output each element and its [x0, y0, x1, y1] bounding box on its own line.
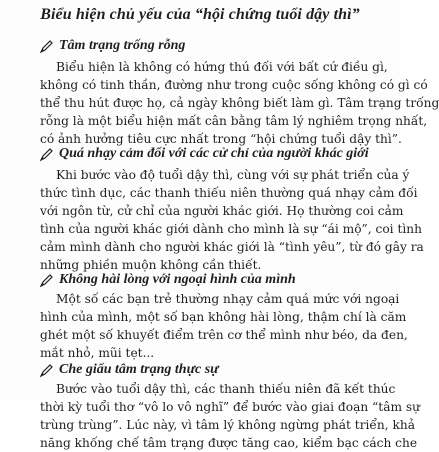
section-heading-4 [40, 362, 219, 378]
pencil-icon [40, 363, 54, 377]
text-line: hình của mình, một số bạn không hài lòng, thậm chí là căm [40, 310, 407, 324]
text-line: cảm mình dành cho người khác giới là “tình yêu”, từ đó gây ra [40, 240, 424, 254]
page-title: Biểu hiện chủ yếu của “hội chứng tuổi dậy thì” [40, 6, 360, 23]
section-heading-text: Quá nhạy cảm đối với các cử chỉ của người khác giới [59, 146, 369, 161]
pencil-icon [40, 273, 54, 287]
text-line: Bước vào tuổi dậy thì, các thanh thiếu niên đã kết thúc [56, 382, 396, 396]
text-line: Biểu hiện là không có hứng thú đối với bất cứ điều gì, [56, 60, 388, 74]
pencil-icon [40, 39, 54, 53]
text-line: năng khống chế tâm trạng được tăng cao, kiểm bạc cách che [40, 436, 418, 450]
text-line: mắt nhỏ, mũi tẹt... [40, 346, 155, 360]
section-heading-text: Tâm trạng trống rỗng [59, 38, 186, 53]
text-line: thể thu hút được họ, cả ngày không biết làm gì. Tâm trạng trống [40, 96, 439, 110]
text-line: với ngôn từ, cử chỉ của người khác giới. Họ thường coi cảm [40, 204, 404, 218]
pencil-icon [40, 147, 54, 161]
section-heading-1 [40, 38, 185, 54]
section-paragraph-4 [40, 380, 420, 452]
section-heading-text: Không hài lòng với ngoại hình của mình [59, 272, 296, 287]
text-line: không có tinh thần, đường như trong cuộc sống không có gì có [40, 78, 428, 92]
text-line: trùng trùng”. Lúc này, vì tâm lý không ngừng phát triển, khả [40, 418, 416, 432]
text-line: tình của người khác giới dành cho mình là sự “ái mộ”, coi tình [40, 222, 422, 236]
text-line: thời kỳ tuổi thơ “vô lo vô nghĩ” để bước vào giai đoạn “tâm sự [40, 400, 420, 414]
text-line: rỗng là một biểu hiện mất cân bằng tâm lý nghiêm trọng nhất, [40, 114, 428, 128]
section-heading-3 [40, 272, 296, 288]
text-line: Một số các bạn trẻ thường nhạy cảm quá mức với ngoại [56, 292, 400, 306]
text-line: thức tình dục, các thanh thiếu niên thường quá nhạy cảm đối [40, 186, 418, 200]
section-paragraph-2 [40, 166, 424, 274]
section-heading-text: Che giấu tâm trạng thực sự [59, 362, 219, 377]
text-line: có ảnh hưởng tiêu cực nhất trong “hội chứng tuổi dậy thì”. [40, 132, 402, 146]
section-paragraph-1 [40, 58, 439, 148]
section-heading-2 [40, 146, 369, 162]
text-line: những phiền muộn không cần thiết. [40, 258, 262, 272]
section-paragraph-3 [40, 290, 408, 362]
text-line: Khi bước vào độ tuổi dậy thì, cùng với sự phát triển của ý [56, 168, 410, 182]
text-line: ghét một số khuyết điểm trên cơ thể mình như béo, da đen, [40, 328, 408, 342]
